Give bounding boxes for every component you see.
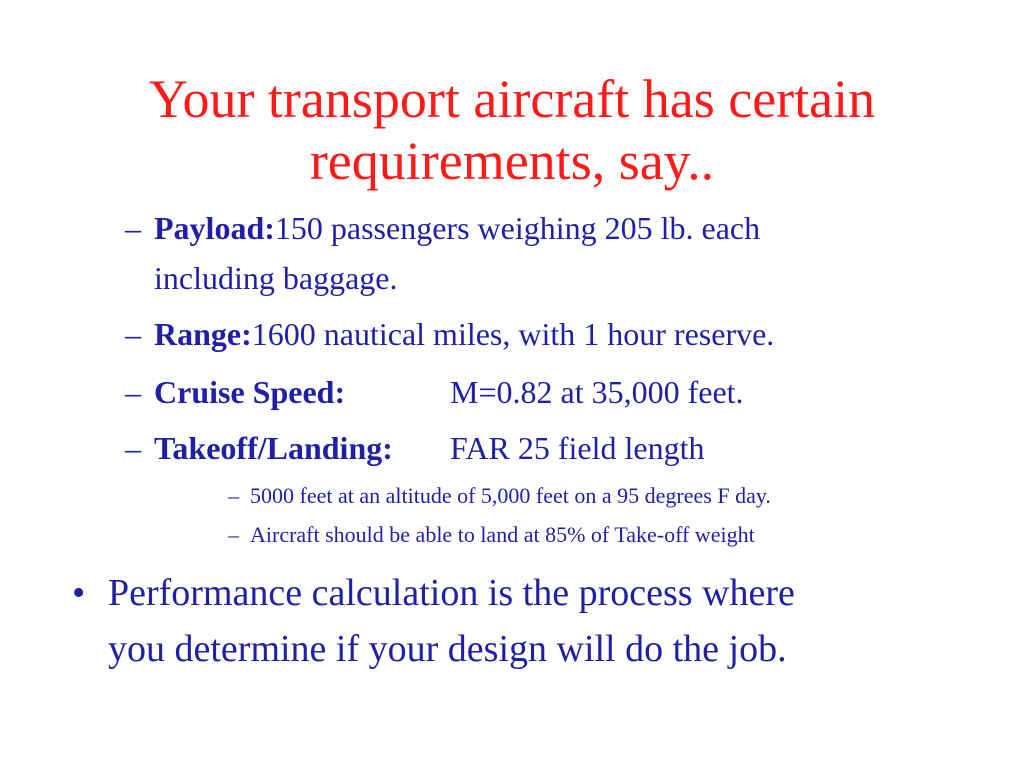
slide-title-line-1: Your transport aircraft has certain	[148, 69, 876, 129]
range-text: 1600 nautical miles, with 1 hour reserve.	[251, 316, 775, 352]
dash-bullet: –	[125, 316, 141, 352]
takeoff-landing-line	[154, 428, 393, 468]
takeoff-landing-label: Takeoff/Landing:	[154, 430, 393, 466]
performance-line-1: Performance calculation is the process where	[108, 572, 795, 614]
dash-bullet: –	[228, 483, 239, 508]
dash-bullet: –	[125, 430, 141, 466]
cruise-speed-label: Cruise Speed:	[154, 374, 346, 410]
range-label: Range:	[154, 316, 252, 352]
range-line	[154, 314, 774, 354]
dash-bullet: –	[228, 522, 239, 547]
payload-text: 150 passengers weighing 205 lb. each	[274, 210, 761, 246]
cruise-speed-line	[154, 372, 345, 412]
takeoff-landing-value: FAR 25 field length	[450, 430, 705, 466]
slide-title	[60, 68, 964, 192]
payload-label: Payload:	[154, 210, 275, 246]
payload-continuation: including baggage.	[154, 260, 398, 296]
dash-bullet: –	[125, 374, 141, 410]
performance-line-2: you determine if your design will do the job.	[108, 628, 787, 670]
dash-bullet: –	[125, 210, 141, 246]
takeoff-subitem-1-text: 5000 feet at an altitude of 5,000 feet on a 95 degrees F day.	[250, 483, 771, 508]
slide-title-line-2: requirements, say..	[309, 131, 715, 191]
payload-line-1	[154, 208, 760, 248]
takeoff-subitem-2-text: Aircraft should be able to land at 85% of Take-off weight	[250, 522, 755, 547]
dot-bullet: •	[72, 572, 86, 614]
cruise-speed-value: M=0.82 at 35,000 feet.	[450, 374, 744, 410]
